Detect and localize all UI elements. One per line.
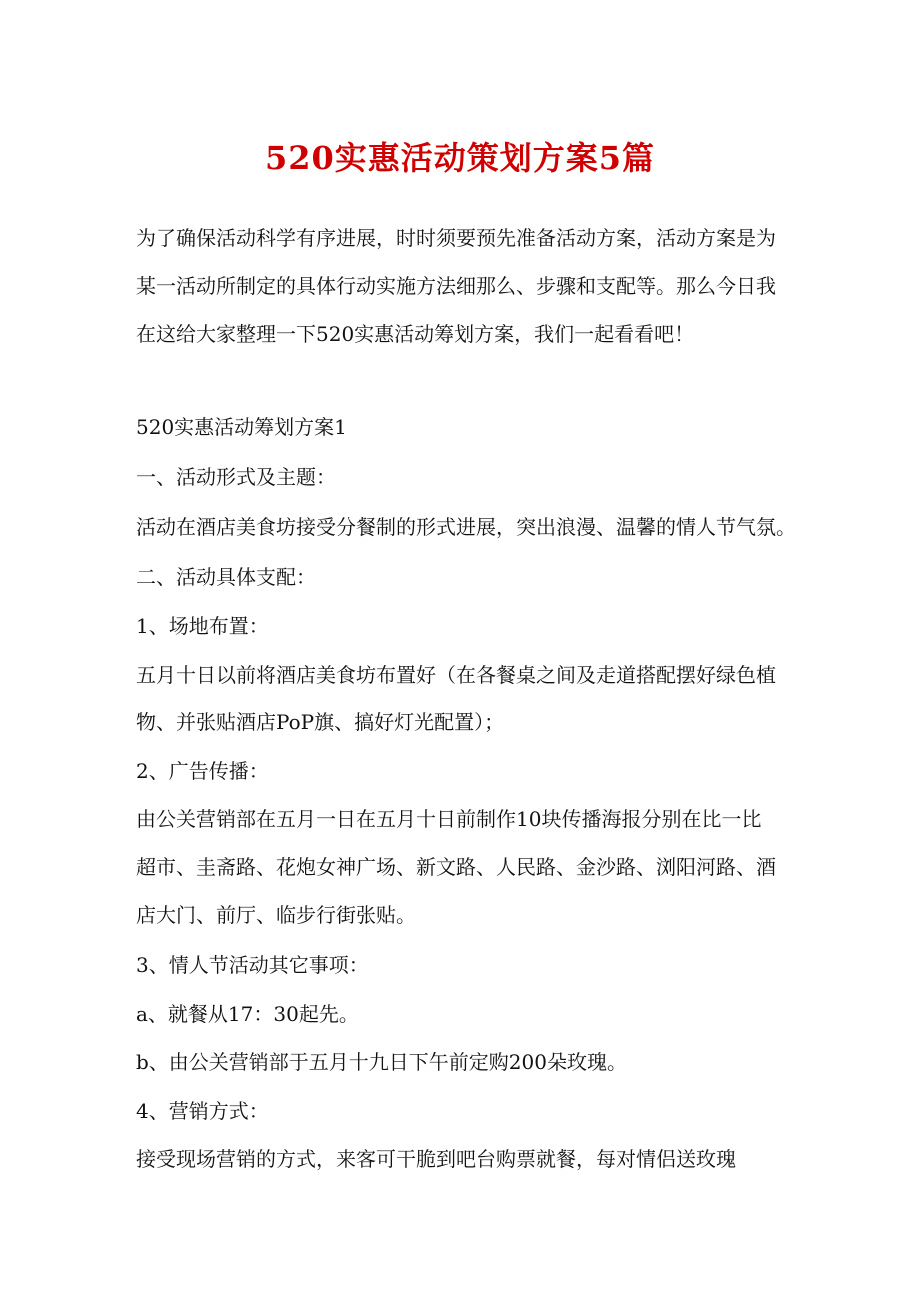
text-line: 接受现场营销的方式，来客可干脆到吧台购票就餐，每对情侣送玫瑰 [136,1147,736,1171]
text-line: 物、并张贴酒店PoP旗、搞好灯光配置）； [136,710,505,734]
document-title: 520实惠活动策划方案5篇 [264,139,656,177]
intro-line: 某一活动所制定的具体行动实施方法细那么、步骤和支配等。那么今日我 [136,274,776,298]
subheading: 4、营销方式： [136,1099,269,1123]
text-line: 超市、圭斋路、花炮女神广场、新文路、人民路、金沙路、浏阳河路、酒 [136,855,776,879]
text-line: 五月十日以前将酒店美食坊布置好（在各餐桌之间及走道搭配摆好绿色植 [136,663,776,687]
subheading: 二、活动具体支配： [136,565,316,589]
intro-line: 为了确保活动科学有序进展，时时须要预先准备活动方案，活动方案是为 [136,226,776,250]
subheading: 2、广告传播： [136,759,269,783]
intro-line: 在这给大家整理一下520实惠活动筹划方案，我们一起看看吧！ [136,322,695,346]
text-line: 活动在酒店美食坊接受分餐制的形式进展，突出浪漫、温馨的情人节气氛。 [136,515,796,539]
text-line: 由公关营销部在五月一日在五月十日前制作10块传播海报分别在比一比 [136,807,762,831]
subheading: 一、活动形式及主题： [136,465,336,489]
intro-paragraph [136,214,796,358]
subheading: 3、情人节活动其它事项： [136,953,369,977]
subheading: 1、场地布置： [136,614,269,638]
text-line: 店大门、前厅、临步行街张贴。 [136,903,416,927]
text-line: b、由公关营销部于五月十九日下午前定购200朵玫瑰。 [136,1050,627,1074]
text-line: a、就餐从17：30起先。 [136,1002,359,1026]
section-heading: 520实惠活动筹划方案1 [136,415,347,439]
